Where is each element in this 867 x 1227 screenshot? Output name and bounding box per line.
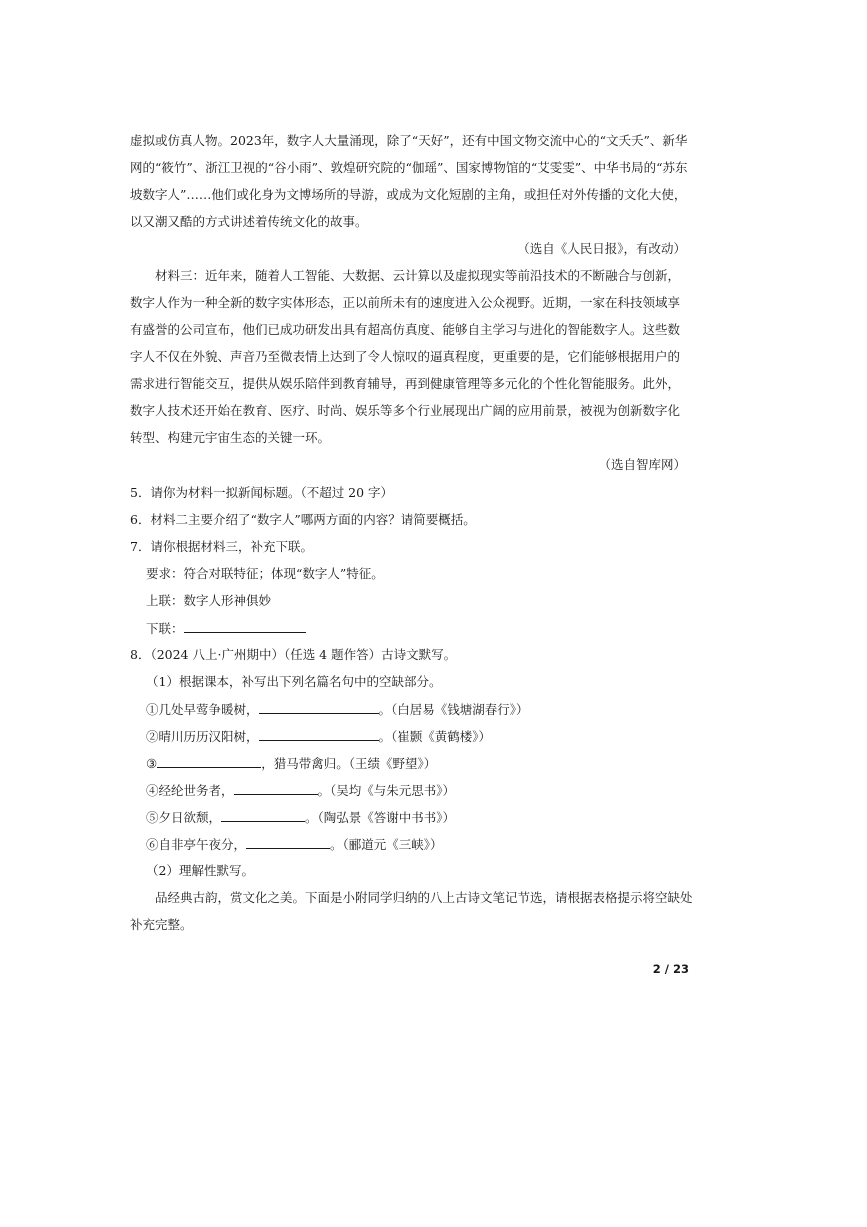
material3-line-6: 数字人技术还开始在教育、医疗、时尚、娱乐等多个行业展现出广阔的应用前景，被视为创新数字化 xyxy=(130,403,681,418)
question-7-requirement: 要求：符合对联特征；体现“数字人”特征。 xyxy=(146,566,384,581)
question-5: 5．请你为材料一拟新闻标题。（不超过 20 字） xyxy=(130,485,394,500)
material3-line-5: 需求进行智能交互，提供从娱乐陪伴到教育辅导，再到健康管理等多元化的个性化智能服务。此外， xyxy=(130,376,681,391)
question-8-part-2-line-2: 补充完整。 xyxy=(130,917,193,932)
recitation-item-4: ④经纶世务者， 。（吴均《与朱元思书》） xyxy=(146,783,456,798)
material3-line-7: 转型、构建元宇宙生态的关键一环。 xyxy=(130,430,331,445)
question-7: 7．请你根据材料三，补充下联。 xyxy=(130,539,313,554)
recitation-blank-5[interactable] xyxy=(221,809,305,822)
recitation-item-3: ③ ，猎马带禽归。（王绩《野望》） xyxy=(146,756,437,771)
recitation-blank-2[interactable] xyxy=(259,728,379,741)
question-6: 6．材料二主要介绍了“数字人”哪两方面的内容？请简要概括。 xyxy=(130,512,476,527)
question-8-part-2-line-1: 品经典古韵，赏文化之美。下面是小附同学归纳的八上古诗文笔记节选，请根据表格提示将空缺处 xyxy=(155,890,693,905)
material2-line-1: 虚拟或仿真人物。2023年，数字人大量涌现，除了“天好”，还有中国文物交流中心的“文夭夭”、新华 xyxy=(130,133,688,148)
lower-couplet-label: 下联： xyxy=(146,621,184,636)
recitation-item-2: ②晴川历历汉阳树， 。（崔颢《黄鹤楼》） xyxy=(146,729,492,744)
material2-line-3: 坡数字人”……他们或化身为文博场所的导游，或成为文化短剧的主角，或担任对外传播的文化大使， xyxy=(130,187,687,202)
material3-line-2: 数字人作为一种全新的数字实体形态，正以前所未有的速度进入公众视野。近期，一家在科技领域享 xyxy=(130,295,681,310)
material2-source: （选自《人民日报》，有改动） xyxy=(517,241,686,256)
material2-line-2: 网的“筱竹”、浙江卫视的“谷小雨”、敦煌研究院的“伽瑶”、国家博物馆的“艾雯雯”、中华书局的“苏东 xyxy=(130,160,688,175)
recitation-item-6: ⑥自非亭午夜分， 。（郦道元《三峡》） xyxy=(146,837,443,852)
lower-couplet-blank[interactable] xyxy=(184,620,306,633)
recitation-blank-6[interactable] xyxy=(246,836,330,849)
recitation-blank-4[interactable] xyxy=(234,782,318,795)
recitation-blank-3[interactable] xyxy=(157,755,261,768)
material3-line-4: 字人不仅在外貌、声音乃至微表情上达到了令人惊叹的逼真程度，更重要的是，它们能够根据用户的 xyxy=(130,349,681,364)
material3-line-3: 有盛誉的公司宣布，他们已成功研发出具有超高仿真度、能够自主学习与进化的智能数字人。这些数 xyxy=(130,322,681,337)
question-8: 8．（2024 八上·广州期中）（任选 4 题作答）古诗文默写。 xyxy=(130,647,457,662)
question-8-part-1: （1）根据课本，补写出下列名篇名句中的空缺部分。 xyxy=(146,674,442,689)
page-number: 2 / 23 xyxy=(652,962,689,976)
recitation-item-5: ⑤夕日欲颓， 。（陶弘景《答谢中书书》） xyxy=(146,810,456,825)
question-8-part-2: （2）理解性默写。 xyxy=(146,863,254,878)
question-7-upper-couplet: 上联：数字人形神俱妙 xyxy=(146,593,272,608)
material2-line-4: 以又潮又酷的方式讲述着传统文化的故事。 xyxy=(130,214,368,229)
recitation-item-1: ①几处早莺争暖树， 。（白居易《钱塘湖春行》） xyxy=(146,702,529,717)
recitation-blank-1[interactable] xyxy=(259,701,379,714)
question-7-lower-couplet xyxy=(146,620,706,637)
material3-line-1: 材料三：近年来，随着人工智能、大数据、云计算以及虚拟现实等前沿技术的不断融合与创新， xyxy=(155,268,681,283)
material3-source: （选自智库网） xyxy=(598,457,686,472)
